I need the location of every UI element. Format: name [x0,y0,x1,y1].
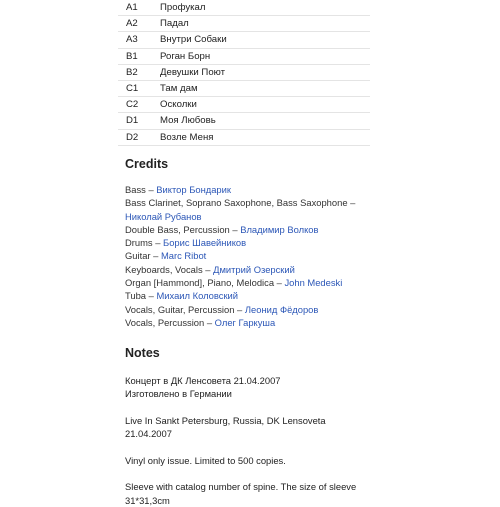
track-title: Внутри Собаки [152,32,370,48]
credit-role: Keyboards, Vocals [125,263,203,275]
track-position: D2 [118,129,152,145]
credit-artist-link[interactable]: Олег Гаркуша [214,316,276,328]
credit-artist-link[interactable]: Михаил Коловский [156,290,239,302]
track-row [118,80,370,96]
credit-row [125,223,373,236]
track-row [118,32,370,48]
notes-line [125,467,373,480]
credit-role: Double Bass, Percussion [125,223,230,235]
track-title: Роган Борн [152,48,370,64]
credit-artist-link[interactable]: Борис Шавейников [163,237,247,249]
track-row [118,113,370,129]
notes-list [125,374,373,507]
credit-role: Drums [125,237,153,249]
track-title: Моя Любовь [152,113,370,129]
credit-role: Organ [Hammond], Piano, Melodica [125,277,275,289]
credit-row [125,303,373,316]
credit-row [125,196,373,223]
notes-line: Изготовлено в Германии [125,388,232,400]
track-row [118,16,370,32]
notes-line: Live In Sankt Petersburg, Russia, DK Lensoveta 21.04.2007 [125,414,326,440]
credit-artist-link[interactable]: Marc Ribot [160,250,207,262]
credit-artist-link[interactable]: Виктор Бондарик [156,184,231,195]
notes-line [125,440,373,453]
track-row [118,64,370,80]
track-row [118,0,370,16]
credit-separator: – [146,290,157,302]
release-page [113,0,375,506]
track-position: C1 [118,80,152,96]
track-title: Там дам [152,80,370,96]
credit-artist-link[interactable]: John Medeski [284,277,343,289]
credit-separator: – [274,277,285,289]
notes-line: Sleeve with catalog number of spine. The size of sleeve 31*31,3cm [125,481,357,506]
track-row [118,129,370,145]
credit-separator: – [150,250,161,262]
track-title: Осколки [152,97,370,113]
credit-separator: – [229,223,241,235]
credit-artist-link[interactable]: Дмитрий Озерский [213,263,295,275]
track-position: A1 [118,0,152,16]
track-title: Падал [152,16,370,32]
credit-row [125,276,373,289]
credit-role: Tuba [125,290,147,302]
credit-role: Bass [125,184,146,195]
track-title: Профукал [152,0,370,16]
credit-separator: – [145,184,157,195]
notes-heading: Notes [125,346,160,360]
credit-row [125,316,373,329]
track-row [118,48,370,64]
notes-line: Концерт в ДК Ленсовета 21.04.2007 [125,375,281,386]
credit-row [125,289,373,302]
notes-line [125,401,373,414]
credit-separator: – [202,263,214,275]
credit-row [125,183,373,196]
track-position: A3 [118,32,152,48]
credit-separator: – [234,303,245,315]
track-title: Девушки Поют [152,64,370,80]
credit-row [125,236,373,249]
credit-role: Guitar [125,250,151,262]
credit-role: Vocals, Percussion [125,316,205,328]
credit-artist-link[interactable]: Николай Рубанов [125,210,202,222]
credits-list [125,183,373,329]
credit-artist-link[interactable]: Владимир Волков [240,223,319,235]
track-row [118,97,370,113]
credit-row [125,263,373,276]
credit-separator: – [204,316,215,328]
track-position: C2 [118,97,152,113]
track-position: A2 [118,16,152,32]
track-position: B2 [118,64,152,80]
track-position: D1 [118,113,152,129]
credit-row [125,249,373,262]
credits-heading: Credits [125,157,169,171]
credit-role: Bass Clarinet, Soprano Saxophone, Bass Saxophone [125,197,348,209]
credit-separator: – [347,197,356,209]
track-title: Возле Меня [152,129,370,145]
credit-role: Vocals, Guitar, Percussion [125,303,235,315]
credit-artist-link[interactable]: Леонид Фёдоров [244,303,319,315]
credit-separator: – [152,237,164,249]
track-position: B1 [118,48,152,64]
tracklist-body [118,0,370,145]
notes-line: Vinyl only issue. Limited to 500 copies. [125,454,286,466]
tracklist-table [118,0,370,146]
